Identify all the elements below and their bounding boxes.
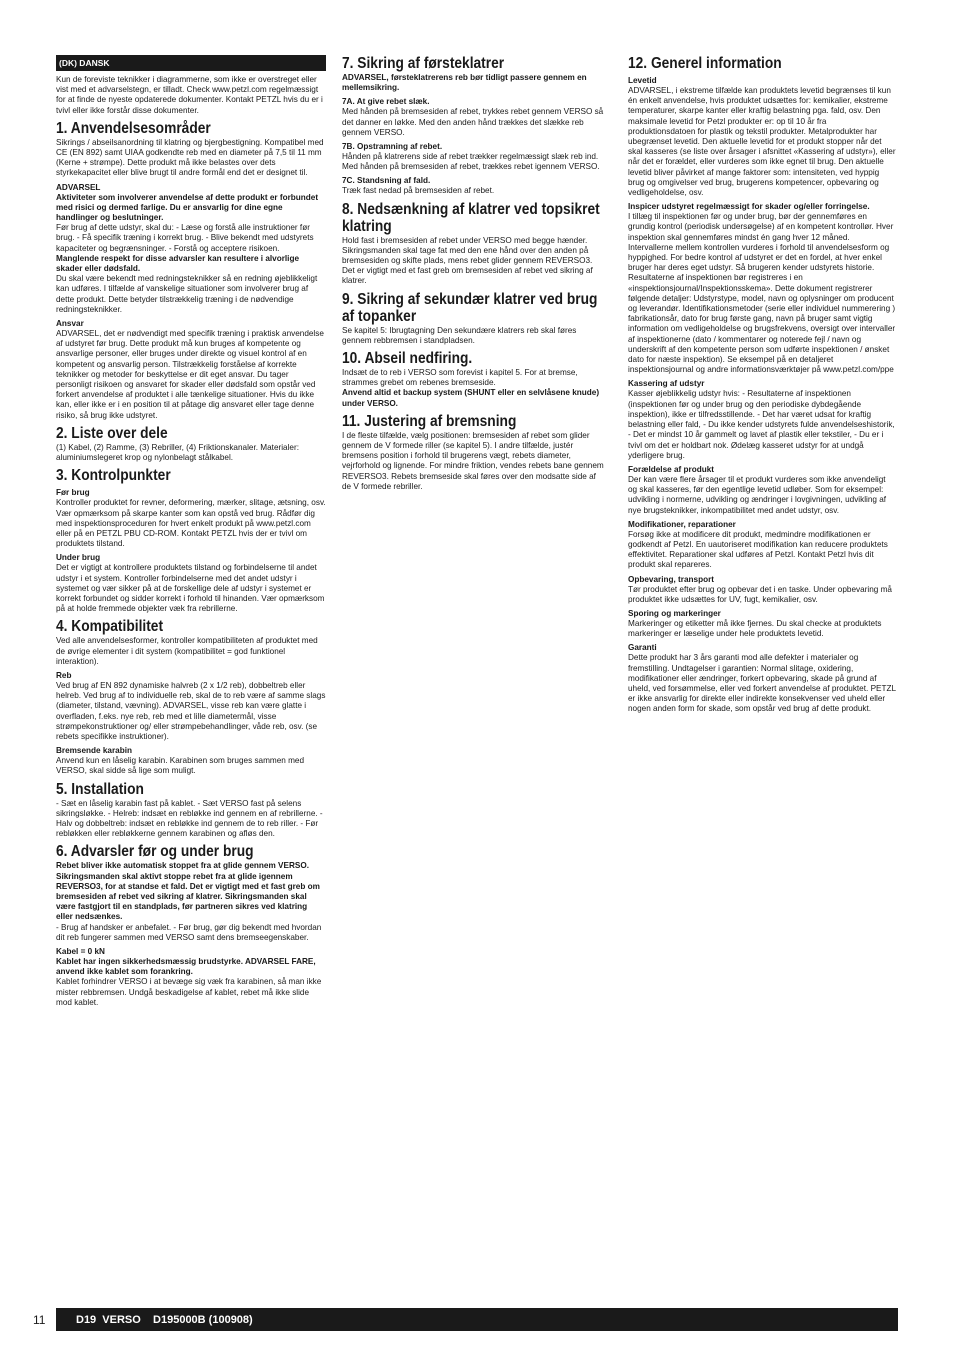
warning-bold-text-2: Manglende respekt for disse advarsler kan resultere i alvorlige skader eller dødsfald. [56,253,299,274]
section-10-text: Indsæt de to reb i VERSO som forevist i kapitel 5. For at bremse, strammes grebet om rebenes bremseside. [342,368,578,388]
section-8-text: Hold fast i bremsesiden af rebet under VERSO med begge hænder. Sikringsmanden skal tage fat med den ene hånd over den anden på bremsesiden og skifte plads, mens rebet glider gennem REVERSO3. Det er vigtigt med et fast greb om bremsesiden af rebet ved sikring af klatrer. [342,235,593,286]
language-header: (DK) DANSK [56,55,326,71]
carabiner-title: Bremsende karabin [56,746,132,756]
discard-title: Kassering af udstyr [628,379,705,389]
warning-text-2: Du skal være bekendt med redningsteknikker så en redning øjeblikkeligt kan udføres. I tilfælde af vanskelige situationer som involverer brug af dette produkt. Dette betyder tilstrækkelig træning i de nødvendige redningsteknikker. [56,274,318,314]
intro-text: Kun de foreviste teknikker i diagrammerne, som ikke er overstreget eller vist med et advarselstegn, er tilladt. Check www.petzl.com regelmæssigt for at finde de nyeste opdaterede dokumenter. Kontakt PETZL hvis du er i tvivl eller ikke forstår disse dokumenter. [56,75,323,115]
during-use-text: Det er vigtigt at kontrollere produktets tilstand og forbindelserne til andet udstyr i et system. Kontroller forbindelserne med det andet udstyr i systemet og vær sikker på at de forskellige dele af udstyr i systemet er korrekt forbundet og sidder korrekt i forhold til hinanden. Vær opmærksom på at holde fremmede objekter væk fra rebrillerne. [56,563,325,614]
footer-bar [56,1308,898,1331]
cable-title: Kabel = 0 kN [56,947,105,956]
warning-bold-text: Aktiviteter som involverer anvendelse af dette produkt er forbundet med risici og dermed farlige. Du er ansvarlig for dine egne handlinger og beslutninger. [56,192,319,223]
traceability-text: Markeringer og etiketter må ikke fjernes. Du skal checke at produktets markeringer er læselige under hele produktets levetid. [628,618,882,639]
modifications-text: Forsøg ikke at modificere dit produkt, medmindre modifikationen er godkendt af Petzl. En uautoriseret modifikation kan reducere produktets effektivitet. Reparationer skal udføres af Petzl. Kontakt Petzl hvis dit produkt skal repareres. [628,529,888,570]
section-2-text: (1) Kabel, (2) Ramme, (3) Rebriller, (4) Friktionskanaler. Materialer: aluminiumslegeret krop og nylonbelagt stålkabel. [56,442,299,463]
warranty-text: Dette produkt har 3 års garanti mod alle defekter i materialer og fremstilling. Undtagelser i garantien: Normal slitage, oxidering, modifikationer eller ændringer, forkert opbevaring, skade på grund af uheld, ved forsømmelse, eller ved forkert anvendelse af produktet. PETZL er ikke ansvarlig for direkte eller indirekte konsekvenser ved uheld eller nogen anden form for skade, som opstår ved brug af dette produkt. [628,653,896,714]
during-use-title: Under brug [56,553,101,563]
section-8-title: 8. Nedsænkning af klatrer ved topsikret klatring [342,200,600,235]
traceability-title: Sporing og markeringer [628,608,721,618]
section-5-text: - Sæt en låselig karabin fast på kablet. - Sæt VERSO fast på selens sikringsløkke. - Helreb: indsæt en rebløkke ind gennem en af rebrillerne. - Halv og dobbeltreb: indsæt en rebløkke ind gennem de to reb riller. - Før rebløkken eller rebløkkerne gennem karabinen og afløs den. [56,798,323,839]
section-6-title: 6. Advarsler før og under brug [56,843,254,861]
storage-text: Tør produktet efter brug og opbevar det i en taske. Under opbevaring må produktet ikke udsættes for UV, fugt, kemikalier, osv. [628,584,892,604]
section-2-title: 2. Liste over dele [56,424,168,442]
cable-text: Kablet forhindrer VERSO i at bevæge sig væk fra karabinen, så man ikke mister rebbremsen. Undgå beskadigelse af kablet, rebet må ikke slide mod kablet. [56,977,322,1007]
carabiner-text: Anvend kun en låselig karabin. Karabinen som bruges sammen med VERSO, skal sidde så lige som muligt. [56,756,305,776]
section-7-bold-text: ADVARSEL, førsteklatrerens reb bør tidligt passere gennem en mellemsikring. [342,73,587,93]
before-use-text: Kontroller produktet for revner, deformering, mærker, slitage, ætsning, osv. Vær opmærksom på skarpe kanter som kan opstå ved brug. Rådfør dig med inspektionsproceduren for hvert enkelt produkt på www.petzl.com eller på en PETZL PBU CD-ROM. Kontakt PETZL hvis der er tvivl om produktets tilstand. [56,498,326,549]
cable-bold-text: Kablet har ingen sikkerhedsmæssig brudstyrke. ADVARSEL FARE, anvend ikke kablet som forankring. [56,957,316,977]
section-7a-title: 7A. At give rebet slæk. [342,97,430,107]
warning-text: Før brug af dette udstyr, skal du: - Læse og forstå alle instruktioner før brug. - Få specifik træning i korrekt brug. - Blive bekendt med udstyrets kapaciteter og begrænsninger. - Forstå og acceptere risikoen. [56,223,314,253]
warning-title: ADVARSEL [56,182,101,192]
rope-title: Reb [56,670,72,680]
column-2 [342,55,604,492]
column-3 [628,55,896,715]
lifetime-title: Levetid [628,76,657,85]
section-11-text: I de fleste tilfælde, vælg positionen: bremsesiden af rebet som glider gennem de V formede riller (se kapitel 5). I andre tilfælde, justér bremsens position i forhold til brugerens vægt, rebets diameter, vejrforhold og lignende. For mindre friktion, vendes rebets bane gennem REVERSO3. Rebets bremseside skal føres over den modsatte side af de V formede rebriller. [342,430,604,491]
section-9-text: Se kapitel 5: Ibrugtagning Den sekundære klatrers reb skal føres gennem rebbremsen i standpladsen. [342,325,577,345]
section-5-title: 5. Installation [56,780,144,798]
obsolescence-text: Der kan være flere årsager til et produkt vurderes som ikke anvendeligt og skal kasseres, før den egentlige levetid udløber. Som for eksempel: udvikling i normerne, udvikling og ændringer i lovgivningen, udvikling af nye brugsteknikker, inkompatibilitet med andet udstyr, osv. [628,474,887,515]
section-7a-text: Med hånden på bremsesiden af rebet, trykkes rebet gennem VERSO så det danner en løkke. Med den anden hånd trækkes det slække reb gennem VERSO. [342,107,604,137]
section-11-title: 11. Justering af bremsning [342,412,517,430]
section-6-bold-text: Rebet bliver ikke automatisk stoppet fra at glide gennem VERSO. Sikringsmanden skal aktivt stoppe rebet fra at glide igennem REVERSO3, for at standse et fald. Det er vigtigt med et fast greb om bremsesiden af rebet ved sikring af klatrer. Sikringsmanden skal være fastgjort til en standplads, før partneren sikres ved klatring eller nedsænkes. [56,861,320,922]
section-12-title: 12. Generel information [628,55,782,72]
discard-text: Kasser øjeblikkelig udstyr hvis: - Resultaterne af inspektionen (inspektionen før og under brug og den periodiske dybdegående inspektion), ikke er tilfredsstillende. - Det har været udsat for kraftig belastning eller fald, - Du ikke kender udstyrets fulde anvendelseshistorik, - Det er mindst 10 år gammelt og lavet af plastik eller tekstiler, - Du er i tvivl om det er holdbart nok. Ødelæg kasseret udstyr for at undgå yderligere brug. [628,389,895,460]
section-6-text: - Brug af handsker er anbefalet. - Før brug, gør dig bekendt med hvordan dit reb fungerer sammen med VERSO samt dens bremseegenskaber. [56,922,322,942]
section-7b-title: 7B. Opstramning af rebet. [342,142,443,152]
section-7c-title: 7C. Standsning af fald. [342,176,431,186]
section-1-text: Sikrings / abseilsanordning til klatring og bjergbestigning. Kompatibel med CE (EN 892) samt UIAA godkendte reb med en diameter på 7,5 til 11 mm (Kerne + strømpe). Dette produkt må ikke belastes over dets styrkekapacitet eller blive brugt til andre formål end det er designet til. [56,137,324,178]
responsibility-title: Ansvar [56,319,84,329]
before-use-title: Før brug [56,488,90,498]
obsolescence-title: Forældelse af produkt [628,464,714,474]
document-code: D19 VERSO D195000B (100908) [76,1313,253,1326]
section-4-title: 4. Kompatibilitet [56,618,164,636]
section-10-bold-text: Anvend altid et backup system (SHUNT eller en selvlåsene knude) under VERSO. [342,388,600,408]
page-number: 11 [33,1313,46,1327]
lifetime-text: ADVARSEL, i ekstreme tilfælde kan produktets levetid begrænses til kun én enkelt anvendelse, hvis produktet udsættes for: kemikalier, ekstreme temperaturer, skarpe kanter eller kraftig belastning pga. fald, osv. Den maksimale levetid for Petzl produkter er: op til 10 år fra produktionsdatoen for plastik og tekstil produkter. Metalprodukter har ubegrænset levetid. Den aktuelle levetid for et produkt stopper når det skal kasseres (se liste over årsager i afsnittet «Kassering af udstyr»), eller når det er forældet, eller vurderes som ikke egnet til brug. Den aktuelle levetid bliver påvirket af mange faktorer som: intensiteten, ved hyppig brug og omgivelser ved brug, brugerens kompetencer, opbevaring og vedligeholdelse, osv. [628,86,896,198]
storage-title: Opbevaring, transport [628,574,714,584]
rope-text: Ved brug af EN 892 dynamiske halvreb (2 x 1/2 reb), dobbeltreb eller helreb. Ved brug af to individuelle reb, skal de to reb være af samme slags (diameter, tilstand, vævning). ADVARSEL, visse reb kan være glatte i overfladen, f.eks. nye reb, reb med et lille diametermål, visse strømpekonstruktioner og/ eller strømpebehandlinger, våde reb, osv. (se rebets specifikke instruktioner). [56,680,326,741]
section-1-title: 1. Anvendelsesområder [56,119,211,137]
section-3-title: 3. Kontrolpunkter [56,467,171,485]
section-10-title: 10. Abseil nedfiring. [342,350,473,368]
modifications-title: Modifikationer, reparationer [628,519,736,529]
inspection-text: I tillæg til inspektionen før og under brug, bør der gennemføres en grundig kontrol (periodisk undersøgelse) af en kompetent kontrollør. Hver inspektion skal gennemføres mindst én gang hver 12 måned. Intervallerne mellem kontrollen vurderes i forhold til anvendelsesform og hyppighed. For bedre kontrol af udstyret er det en fordel, at hver enkel bruger har deres eget udstyr. Så brugeren kender udstyrets historie. Resultaterne af inspektionen bør registreres i en «inspektionsjournal/Inspektionsskema». Dette dokument registrerer følgende detaljer: Udstyrstype, model, navn og oplysninger om producent og leverandør. Identifikationsmetoder (serie eller individuel nummerering ) fabrikationsår, dato for brug første gang, navn på bruger samt vigtig information om vedligeholdelse og brugsfrekvens, oversigt over intervaller af inspektionerne (dato / kommentarer og noterede fejl / navn og underskrift af den kompetente person som udførte inspektionen / ønsket dato for næste inspektion). Se eksempel på en detaljeret inspektionsjournal og andre informationsværktøjer på www.petzl.com/ppe [628,212,896,375]
section-7b-text: Hånden på klatrerens side af rebet trækker regelmæssigt slæk reb ind. Med hånden på bremsesiden af rebet, trækkes rebet igennem VERSO. [342,152,600,172]
warranty-title: Garanti [628,643,657,653]
section-4-text: Ved alle anvendelsesformer, kontroller kompatibiliteten af produktet med de øvrige elementer i dit system (kompatibilitet = god funktionel interaktion). [56,636,318,666]
section-9-title: 9. Sikring af sekundær klatrer ved brug af topanker [342,290,598,325]
inspection-title: Inspicer udstyret regelmæssigt for skader og/eller forringelse. [628,202,870,212]
section-7c-text: Træk fast nedad på bremsesiden af rebet. [342,186,495,196]
column-1 [56,55,326,1008]
section-7-title: 7. Sikring af førsteklatrer [342,55,505,72]
responsibility-text: ADVARSEL, det er nødvendigt med specifik træning i praktisk anvendelse af udstyret før brug. Dette produkt må kun bruges af kompetente og ansvarlige personer, eller bruges under direkte og visuel kontrol af en kompetent og ansvarlig person. Tilstrækkelig forståelse af korrekte teknikker og metoder for beskyttelse er dit eget ansvar. Du tager personligt risikoen og ansvaret for skader eller dødsfald som opstår ved forkert anvendelse af produktet i alle tænkelige situationer. Hvis du ikke kan, eller ikke er i en position til at påtage dig ansvaret eller tage denne risiko, så brug ikke udstyret. [56,329,324,420]
